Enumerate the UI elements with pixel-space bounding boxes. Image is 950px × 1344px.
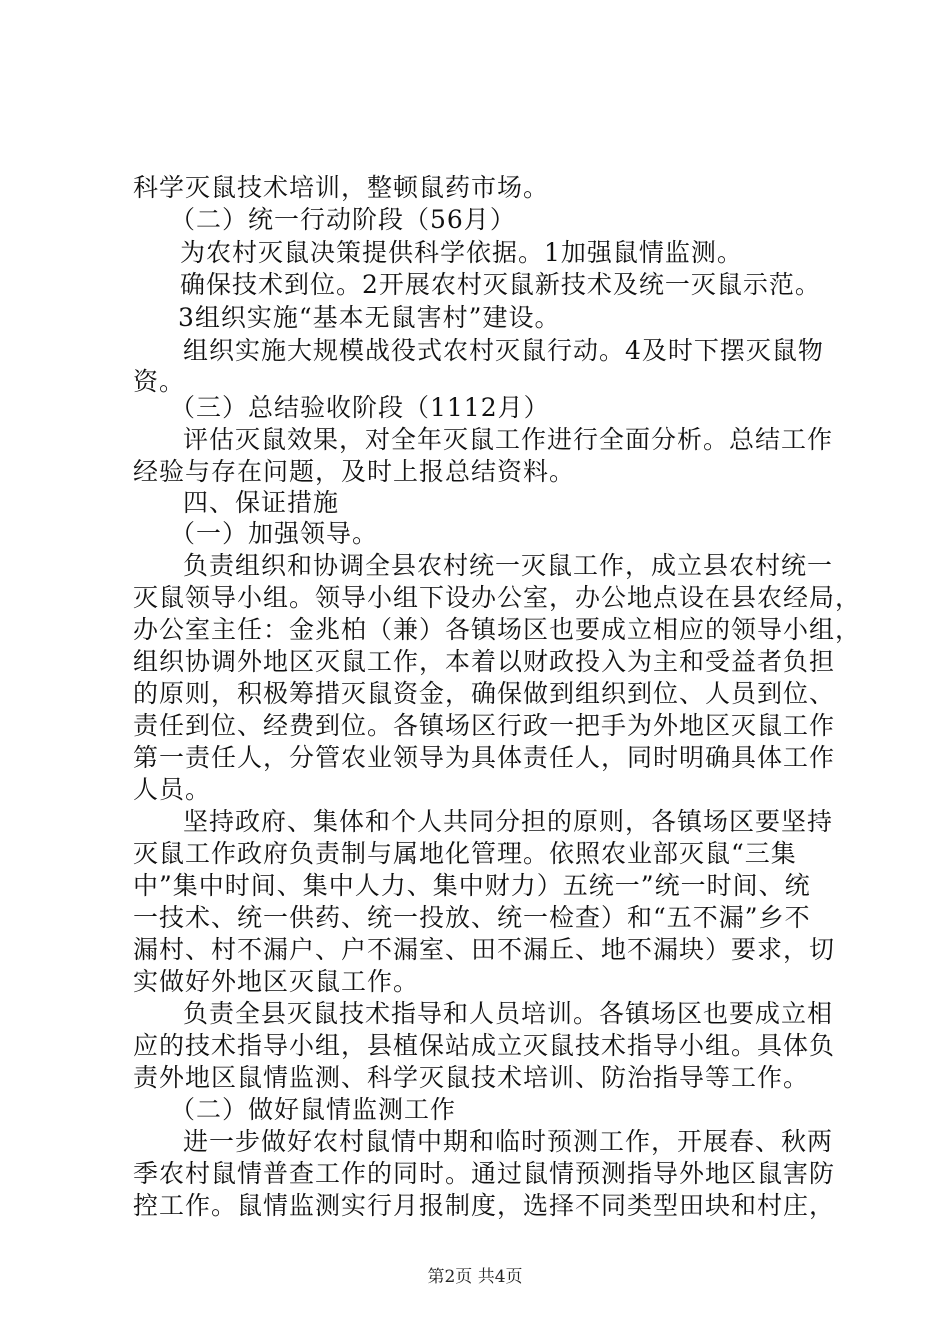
text-line: 灭鼠领导小组。领导小组下设办公室，办公地点设在县农经局，	[133, 583, 862, 612]
text-line: 应的技术指导小组，县植保站成立灭鼠技术指导小组。具体负	[133, 1031, 836, 1060]
subheading-line: （一）加强领导。	[170, 519, 379, 548]
text-line: 负责全县灭鼠技术指导和人员培训。各镇场区也要成立相	[183, 999, 834, 1028]
text-line: 人员。	[133, 775, 212, 804]
page-number-footer: 第2页 共4页	[427, 1267, 523, 1287]
text-line: 一技术、统一供药、统一投放、统一检查）和“五不漏”乡不	[133, 903, 811, 932]
text-line: 第一责任人，分管农业领导为具体责任人，同时明确具体工作	[133, 743, 836, 772]
text-line: 的原则，积极筹措灭鼠资金，确保做到组织到位、人员到位、	[133, 679, 836, 708]
text-line: 漏村、村不漏户、户不漏室、田不漏丘、地不漏块）要求，切	[133, 935, 836, 964]
text-line: 实做好外地区灭鼠工作。	[133, 967, 420, 996]
text-line: 责任到位、经费到位。各镇场区行政一把手为外地区灭鼠工作	[133, 711, 836, 740]
text-line: 控工作。鼠情监测实行月报制度，选择不同类型田块和村庄，	[133, 1191, 836, 1220]
subheading-line: （二）统一行动阶段（56月）	[170, 205, 516, 234]
text-line: 办公室主任：金兆柏（兼）各镇场区也要成立相应的领导小组，	[133, 615, 862, 644]
text-line: 确保技术到位。2开展农村灭鼠新技术及统一灭鼠示范。	[180, 270, 821, 299]
text-line: 坚持政府、集体和个人共同分担的原则，各镇场区要坚持	[183, 807, 834, 836]
subheading-line: （二）做好鼠情监测工作	[170, 1095, 457, 1124]
text-line: 组织协调外地区灭鼠工作，本着以财政投入为主和受益者负担	[133, 647, 836, 676]
text-line: 进一步做好农村鼠情中期和临时预测工作，开展春、秋两	[183, 1127, 834, 1156]
text-line: 科学灭鼠技术培训，整顿鼠药市场。	[133, 173, 550, 202]
text-line: 季农村鼠情普查工作的同时。通过鼠情预测指导外地区鼠害防	[133, 1159, 836, 1188]
section-heading-line: 四、保证措施	[183, 488, 340, 517]
text-line: 中”集中时间、集中人力、集中财力）五统一”统一时间、统	[133, 871, 811, 900]
text-line: 灭鼠工作政府负责制与属地化管理。依照农业部灭鼠“三集	[133, 839, 797, 868]
subheading-line: （三）总结验收阶段（1112月）	[170, 393, 550, 422]
text-line: 资。	[133, 367, 186, 396]
text-line: 3组织实施“基本无鼠害村”建设。	[178, 303, 561, 332]
text-line: 组织实施大规模战役式农村灭鼠行动。4及时下摆灭鼠物	[183, 336, 824, 365]
text-line: 责外地区鼠情监测、科学灭鼠技术培训、防治指导等工作。	[133, 1063, 810, 1092]
text-line: 为农村灭鼠决策提供科学依据。1加强鼠情监测。	[180, 238, 743, 267]
text-line: 评估灭鼠效果，对全年灭鼠工作进行全面分析。总结工作	[183, 425, 834, 454]
text-line: 负责组织和协调全县农村统一灭鼠工作，成立县农村统一	[183, 551, 834, 580]
text-line: 经验与存在问题，及时上报总结资料。	[133, 457, 576, 486]
